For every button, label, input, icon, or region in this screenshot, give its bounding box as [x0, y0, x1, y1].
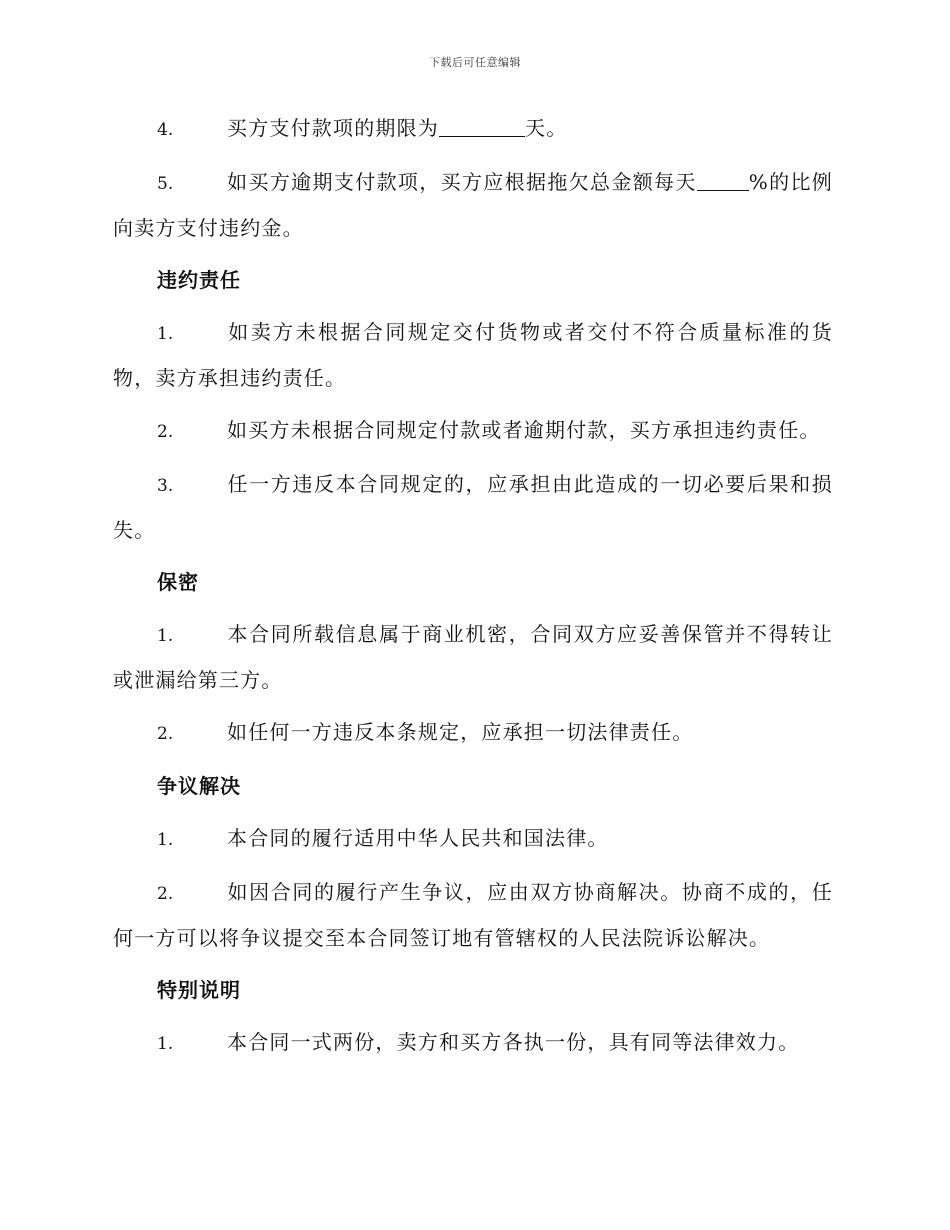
- list-item: [113, 408, 833, 454]
- item-number: 1.: [157, 626, 174, 646]
- list-item: [113, 870, 833, 960]
- item-number: 2.: [157, 422, 174, 442]
- item-number: 1.: [157, 830, 174, 850]
- list-item: [113, 462, 833, 552]
- late-payment-item: [113, 160, 833, 250]
- section-heading-confidentiality: 保密: [157, 570, 199, 594]
- list-item: [113, 310, 833, 400]
- item-text: 如因合同的履行产生争议，应由双方协商解决。协商不成的，任何一方可以将争议提交至本合同签订地有管辖权的人民法院诉讼解决。: [113, 880, 833, 950]
- list-item: [113, 1020, 833, 1066]
- item-text: 买方支付款项的期限为: [227, 116, 439, 140]
- item-text: 本合同的履行适用中华人民共和国法律。: [227, 826, 609, 850]
- item-number: 2.: [157, 884, 174, 904]
- item-text: %的比例向卖方支付违约金。: [113, 170, 833, 240]
- fill-in-blank: [439, 116, 525, 137]
- section-heading-special: 特别说明: [157, 978, 241, 1002]
- item-number: 1.: [157, 1034, 174, 1054]
- item-text: 如卖方未根据合同规定交付货物或者交付不符合质量标准的货物，卖方承担违约责任。: [113, 320, 833, 390]
- item-number: 5.: [157, 174, 174, 194]
- header-note: 下载后可任意编辑: [429, 56, 521, 69]
- item-text: 如买方逾期支付款项，买方应根据拖欠总金额每天: [227, 170, 697, 194]
- item-number: 1.: [157, 324, 174, 344]
- item-text: 如任何一方违反本条规定，应承担一切法律责任。: [227, 720, 694, 744]
- list-item: [113, 710, 833, 756]
- item-number: 4.: [157, 120, 174, 140]
- item-text: 任一方违反本合同规定的，应承担由此造成的一切必要后果和损失。: [113, 472, 833, 542]
- section-heading-dispute: 争议解决: [157, 774, 241, 798]
- payment-term-item: [113, 106, 833, 152]
- item-text: 如买方未根据合同规定付款或者逾期付款，买方承担违约责任。: [227, 418, 821, 442]
- item-text: 本合同所载信息属于商业机密，合同双方应妥善保管并不得转让或泄漏给第三方。: [113, 622, 833, 692]
- list-item: [113, 612, 833, 702]
- item-number: 3.: [157, 476, 174, 496]
- section-heading-breach: 违约责任: [157, 268, 241, 292]
- document-body: [113, 106, 833, 1074]
- item-text: 天。: [525, 116, 568, 140]
- item-text: 本合同一式两份，卖方和买方各执一份，具有同等法律效力。: [227, 1030, 800, 1054]
- item-number: 2.: [157, 724, 174, 744]
- fill-in-blank: [697, 170, 749, 191]
- list-item: [113, 816, 833, 862]
